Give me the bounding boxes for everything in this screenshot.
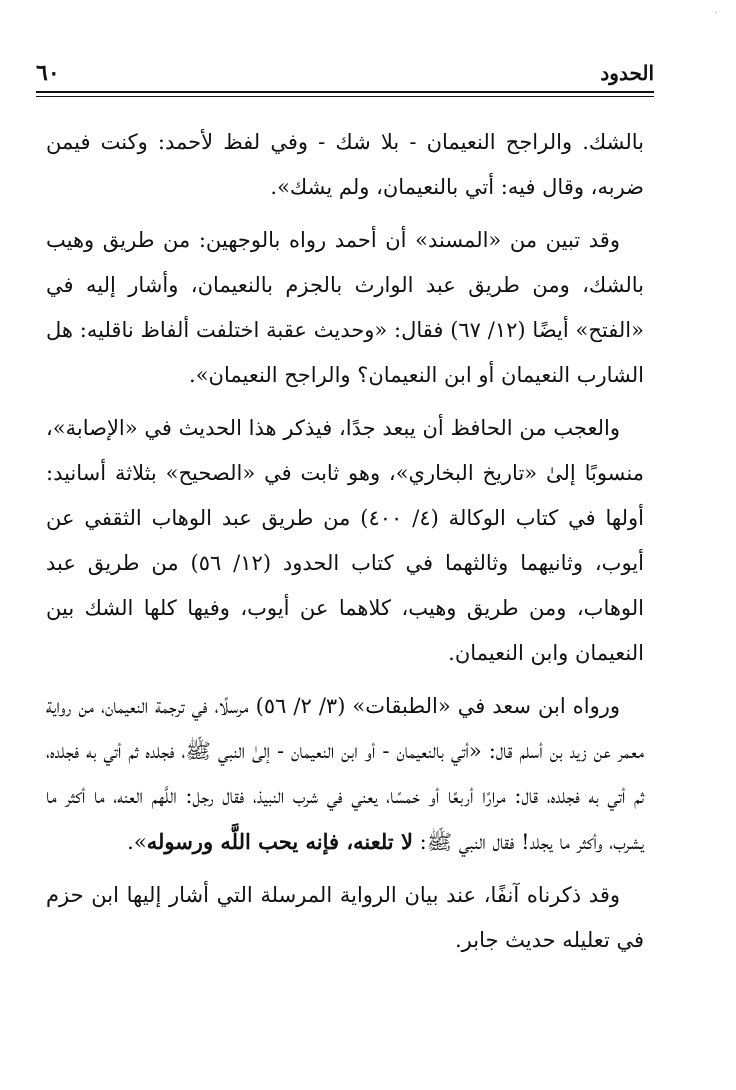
paragraph-4 [46,684,644,865]
paragraph-4-text: ورواه ابن سعد في «الطبقات» (٣/ ٢/ ٥٦) مرسلًا، في ترجمة النعيمان، من رواية معمر عن زيد بن أسلم قال: «أتي بالنعيمان - أو ابن النعيمان - إلىٰ النبي ﷺ، فجلده ثم أتي به فجلده، ثم أتي به فجلده، قال: مرارًا أربعًا أو خمسًا، يعني في شرب النبيذ، فقال رجل: اللَّهم العنه، ما أكثر ما يشرب، وأكثر ما يجلد! فقال النبي ﷺ: [46,694,644,854]
header-rule-thin [36,96,654,97]
page-number: ٦٠ [36,60,60,86]
paragraph-1: بالشك. والراجح النعيمان - بلا شك - وفي لفظ لأحمد: وكنت فيمن ضربه، وقال فيه: أتي بالنعيمان، ولم يشك». [46,130,644,199]
page-body [46,120,644,971]
paragraph-5: وقد ذكرناه آنفًا، عند بيان الرواية المرسلة التي أشار إليها ابن حزم في تعليله حديث جابر. [46,883,644,952]
paragraph-2: وقد تبين من «المسند» أن أحمد رواه بالوجهين: من طريق وهيب بالشك، ومن طريق عبد الوارث بالجزم بالنعيمان، وأشار إليه في «الفتح» أيضًا (١٢/ ٦٧) فقال: «وحديث عقبة اختلفت ألفاظ ناقليه: هل الشارب النعيمان أو ابن النعيمان؟ والراجح النعيمان». [46,228,644,387]
running-title: الحدود [600,61,654,85]
header-rule-thick [36,91,654,93]
page-header [36,60,654,86]
paragraph-3: والعجب من الحافظ أن يبعد جدًا، فيذكر هذا الحديث في «الإصابة»، منسوبًا إلىٰ «تاريخ البخاري»، وهو ثابت في «الصحيح» بثلاثة أسانيد: أولها في كتاب الوكالة (٤/ ٤٠٠) من طريق عبد الوهاب الثقفي عن أيوب، وثانيهما وثالثهما في كتاب الحدود (١٢/ ٥٦) من طريق عبد الوهاب، ومن طريق وهيب، كلاهما عن أيوب، وفيها كلها الشك بين النعيمان وابن النعيمان. [46,416,644,665]
paragraph-4-end: ». [127,830,147,854]
corner-scan-mark: · [714,8,718,19]
hadith-quote-bold: لا تلعنه، فإنه يحب اللَّه ورسوله [146,829,413,854]
